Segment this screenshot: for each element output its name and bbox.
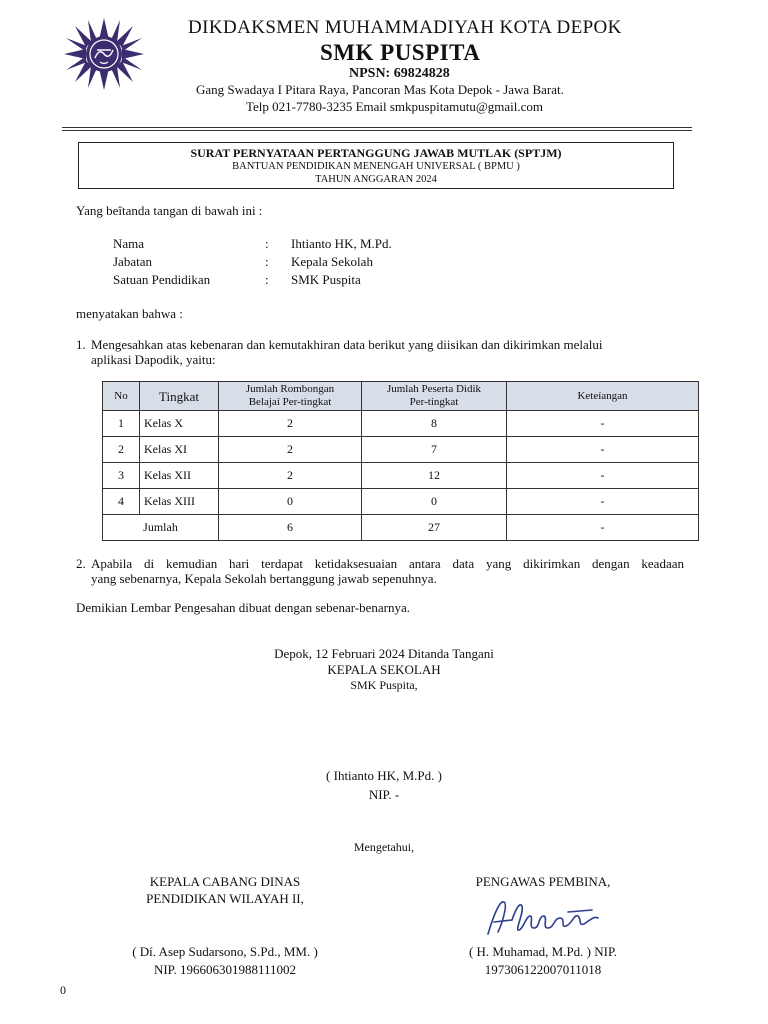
cell-keterangan: -	[507, 463, 699, 489]
signing-nip: NIP. -	[368, 787, 400, 802]
table-row	[103, 411, 699, 437]
cell-tingkat: Kelas XI	[140, 437, 219, 463]
closing-text: Demikian Lembar Pengesahan dibuat dengan sebenar-benarnya.	[76, 600, 410, 615]
cell-tingkat: Kelas XIII	[140, 489, 219, 515]
identity-sep: :	[265, 272, 269, 287]
signing-role: KEPALA SEKOLAH	[327, 662, 441, 677]
cell-keterangan: -	[507, 489, 699, 515]
cell-no: 4	[103, 489, 140, 515]
cell-peserta: 8	[362, 411, 507, 437]
signing-school: SMK Puspita,	[350, 678, 418, 692]
table-row	[103, 437, 699, 463]
states-text: menyatakan bahwa :	[76, 306, 183, 321]
left-signer-role-2: PENDIDIKAN WILAYAH II,	[146, 891, 304, 906]
header-no: No	[103, 382, 140, 411]
cell-peserta: 12	[362, 463, 507, 489]
header-keterangan: Keteíangan	[507, 382, 699, 411]
header-rombel-line-2: Belajaí Per-tingkat	[248, 396, 332, 408]
left-signer-role-1: KEPALA CABANG DINAS	[149, 874, 301, 889]
letterhead-school: SMK PUSPITA	[320, 40, 481, 65]
cell-peserta: 0	[362, 489, 507, 515]
header-tingkat: Tingkat	[140, 382, 219, 411]
muhammadiyah-sun-logo	[64, 18, 144, 90]
cell-total-rombel: 6	[219, 515, 362, 541]
identity-label-name: Nama	[113, 236, 145, 251]
point-1-line-2: aplikasi Dapodik, yaitu:	[91, 352, 216, 367]
letterhead-divider-thin	[62, 130, 692, 131]
left-signer-nip: NIP. 196606301988111002	[153, 962, 297, 977]
cell-tingkat: Kelas X	[140, 411, 219, 437]
acknowledged-text: Mengetahui,	[353, 840, 415, 854]
cell-tingkat: Kelas XII	[140, 463, 219, 489]
cell-total-keterangan: -	[507, 515, 699, 541]
cell-no: 2	[103, 437, 140, 463]
document-title: SURAT PERNYATAAN PERTANGGUNG JAWAB MUTLAK (SPTJM)	[190, 146, 562, 160]
table-total-row	[103, 515, 699, 541]
header-rombel	[219, 382, 362, 411]
letterhead-contact: Telp 021-7780-3235 Email smkpuspitamutu@gmail.com	[246, 99, 544, 114]
cell-rombel: 2	[219, 411, 362, 437]
cell-rombel: 0	[219, 489, 362, 515]
letterhead-org: DIKDAKSMEN MUHAMMADIYAH KOTA DEPOK	[188, 17, 622, 38]
point-2-line-1: Apabila di kemudian hari terdapat ketidaksesuaian antara data yang dikirimkan dengan keadaan	[91, 556, 684, 571]
cell-no: 1	[103, 411, 140, 437]
identity-value-unit: SMK Puspita	[291, 272, 361, 287]
document-subtitle: BANTUAN PENDIDIKAN MENENGAH UNIVERSAL ( BPMU )	[232, 161, 520, 172]
signing-name: ( Ihtianto HK, M.Pd. )	[326, 768, 442, 783]
cell-keterangan: -	[507, 411, 699, 437]
point-1-line-1: Mengesahkan atas kebenaran dan kemutakhiran data berikut yang diisikan dan dikirimkan melalui	[91, 337, 603, 352]
identity-value-name: Ihtianto HK, M.Pd.	[291, 236, 392, 251]
cell-rombel: 2	[219, 437, 362, 463]
identity-sep: :	[265, 236, 269, 251]
identity-label-unit: Satuan Pendidikan	[113, 272, 211, 287]
point-1-number: 1.	[76, 337, 86, 352]
handwritten-signature	[482, 894, 602, 944]
right-signer-name: ( H. Muhamad, M.Pd. ) NIP.	[468, 944, 618, 959]
cell-rombel: 2	[219, 463, 362, 489]
point-2-number: 2.	[76, 556, 86, 571]
identity-sep: :	[265, 254, 269, 269]
cell-peserta: 7	[362, 437, 507, 463]
point-2-line-2: yang sebenarnya, Kepala Sekolah bertanggung jawab sepenuhnya.	[91, 571, 437, 586]
table-header-row	[103, 382, 699, 411]
right-signer-role: PENGAWAS PEMBINA,	[475, 874, 611, 889]
letterhead-address: Gang Swadaya I Pitara Raya, Pancoran Mas Kota Depok - Jawa Barat.	[196, 82, 564, 97]
page-number: 0	[60, 983, 66, 997]
signing-place-date: Depok, 12 Februari 2024 Ditanda Tangani	[274, 646, 494, 661]
right-signer-nip: 197306122007011018	[484, 962, 602, 977]
table-row	[103, 489, 699, 515]
header-rombel-line-1: Jumlah Rombongan	[245, 383, 335, 395]
class-data-table	[102, 381, 699, 541]
header-peserta-line-2: Per-tingkat	[409, 396, 459, 408]
cell-no: 3	[103, 463, 140, 489]
identity-value-position: Kepala Sekolah	[291, 254, 373, 269]
letterhead-divider	[62, 127, 692, 128]
intro-text: Yang beîtanda tangan di bawah ini :	[76, 203, 263, 218]
letterhead-npsn: NPSN: 69824828	[349, 66, 450, 81]
header-peserta-line-1: Jumlah Peserta Didik	[386, 383, 482, 395]
document-year: TAHUN ANGGARAN 2024	[315, 174, 437, 185]
left-signer-name: ( Dí. Asep Sudarsono, S.Pd., MM. )	[132, 944, 318, 959]
table-row	[103, 463, 699, 489]
document-title-box	[78, 142, 674, 189]
cell-total-label: Jumlah	[103, 515, 219, 541]
identity-label-position: Jabatan	[113, 254, 152, 269]
header-peserta	[362, 382, 507, 411]
cell-total-peserta: 27	[362, 515, 507, 541]
cell-keterangan: -	[507, 437, 699, 463]
